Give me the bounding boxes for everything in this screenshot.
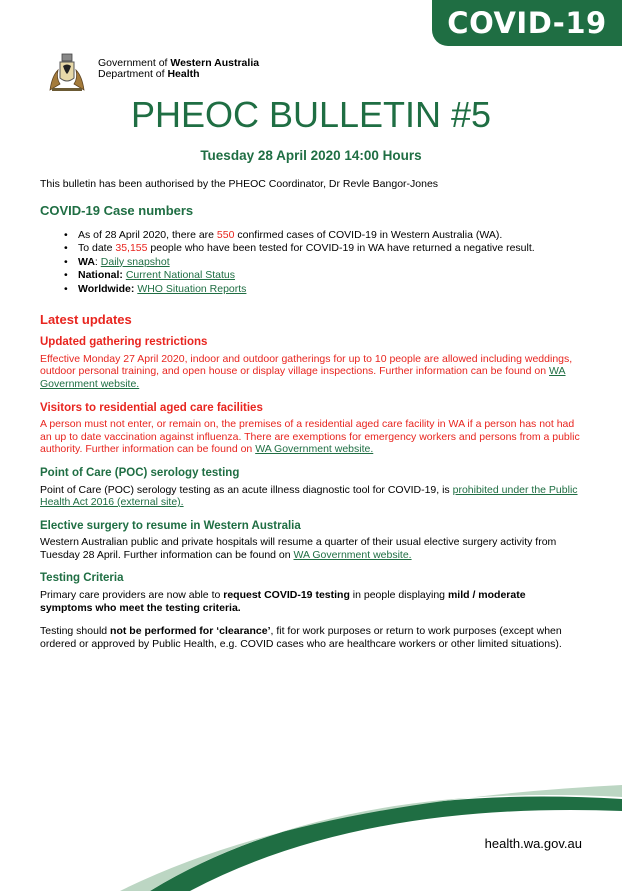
list-item: [64, 269, 580, 282]
s2-text: A person must not enter, or remain on, the premises of a residential aged care facility in WA if a person has not had an up to date vaccination against influenza. There are exemptions for emergency workers and persons from a public authority. Further information can be found on: [40, 418, 580, 456]
s4-text: Western Australian public and private hospitals will resume a quarter of their usual elective surgery activity from Tuesday 28 April. Further information can be found on: [40, 536, 557, 561]
b2-pre: To date: [78, 242, 116, 255]
who-reports-link[interactable]: WHO Situation Reports: [137, 282, 247, 295]
latest-updates-heading: Latest updates: [40, 311, 132, 327]
s1-text: Effective Monday 27 April 2020, indoor and outdoor gatherings for up to 10 people are allowed including weddings, outdoor personal training, and open house or display village inspections. Further information can be found on: [40, 352, 573, 378]
covid-19-tag-label: COVID-19: [447, 6, 607, 40]
list-item: [64, 229, 580, 242]
national-label: National:: [78, 269, 123, 282]
list-item: [64, 242, 580, 255]
footer-site-url: health.wa.gov.au: [484, 836, 582, 851]
list-item: [64, 283, 580, 296]
bulletin-date: Tuesday 28 April 2020 14:00 Hours: [200, 148, 422, 163]
confirmed-cases-count: 550: [216, 228, 235, 241]
s5-p1-a: Primary care providers are now able to: [40, 589, 224, 602]
b2-post: people who have been tested for COVID-19 in WA have returned a negative result.: [147, 242, 535, 255]
gathering-wa-gov-link[interactable]: WA Government website.: [40, 365, 566, 390]
gathering-restrictions-text: [40, 353, 580, 391]
poc-testing-text: [40, 484, 580, 509]
case-numbers-list: [40, 229, 580, 296]
s5-p2-b: not be performed for ‘clearance’: [110, 625, 271, 638]
s5-p1-c: in people displaying: [349, 589, 448, 602]
elective-wa-gov-link[interactable]: WA Government website.: [293, 548, 412, 561]
wa-coat-of-arms-icon: [44, 48, 90, 94]
aged-care-text: [40, 418, 580, 456]
case-numbers-heading: COVID-19 Case numbers: [40, 203, 194, 218]
s3-text: Point of Care (POC) serology testing as an acute illness diagnostic tool for COVID-19, is: [40, 483, 453, 496]
negative-tests-count: 35,155: [115, 242, 148, 255]
daily-snapshot-link[interactable]: Daily snapshot: [100, 255, 170, 268]
govt-line2-prefix: Department of: [98, 68, 168, 80]
aged-care-heading: Visitors to residential aged care facilities: [40, 401, 263, 414]
national-status-link[interactable]: Current National Status: [125, 269, 235, 282]
s5-p2-a: Testing should: [40, 625, 111, 638]
wa-label: WA: [78, 255, 95, 268]
authorisation-line: This bulletin has been authorised by the PHEOC Coordinator, Dr Revle Bangor-Jones: [40, 178, 439, 190]
testing-criteria-text-2: [40, 625, 580, 650]
s5-p1-b: request COVID-19 testing: [223, 589, 350, 602]
aged-care-wa-gov-link[interactable]: WA Government website.: [255, 443, 374, 456]
worldwide-label: Worldwide:: [78, 282, 135, 295]
covid-19-tag: [432, 0, 622, 46]
govt-line1-bold: Western Australia: [170, 57, 260, 69]
elective-surgery-text: [40, 536, 580, 561]
public-health-act-link[interactable]: prohibited under the Public Health Act 2016 (external site).: [40, 483, 578, 509]
s5-p2-c: , fit for work purposes or return to work purposes (except when ordered or approved by Public Health, e.g. COVID cases who are healthcare workers or other limited situations).: [40, 625, 562, 650]
govt-line1-prefix: Government of: [98, 57, 171, 69]
footer-swoosh: [0, 771, 622, 891]
department-header: [98, 58, 259, 80]
list-item: • WA: Daily snapshot: [64, 256, 580, 269]
bulletin-content: [40, 205, 580, 661]
testing-criteria-heading: Testing Criteria: [40, 572, 124, 585]
elective-surgery-heading: Elective surgery to resume in Western Australia: [40, 519, 301, 532]
bulletin-title: PHEOC BULLETIN #5: [130, 94, 492, 135]
b1-pre: As of 28 April 2020, there are: [78, 228, 217, 241]
testing-criteria-text-1: [40, 589, 580, 614]
gathering-restrictions-heading: Updated gathering restrictions: [40, 336, 208, 349]
b1-post: confirmed cases of COVID-19 in Western Australia (WA).: [234, 228, 503, 241]
poc-testing-heading: Point of Care (POC) serology testing: [40, 466, 240, 479]
govt-line2-bold: Health: [167, 68, 200, 80]
s5-p1-d: mild / moderate symptoms who meet the testing criteria.: [40, 589, 526, 614]
